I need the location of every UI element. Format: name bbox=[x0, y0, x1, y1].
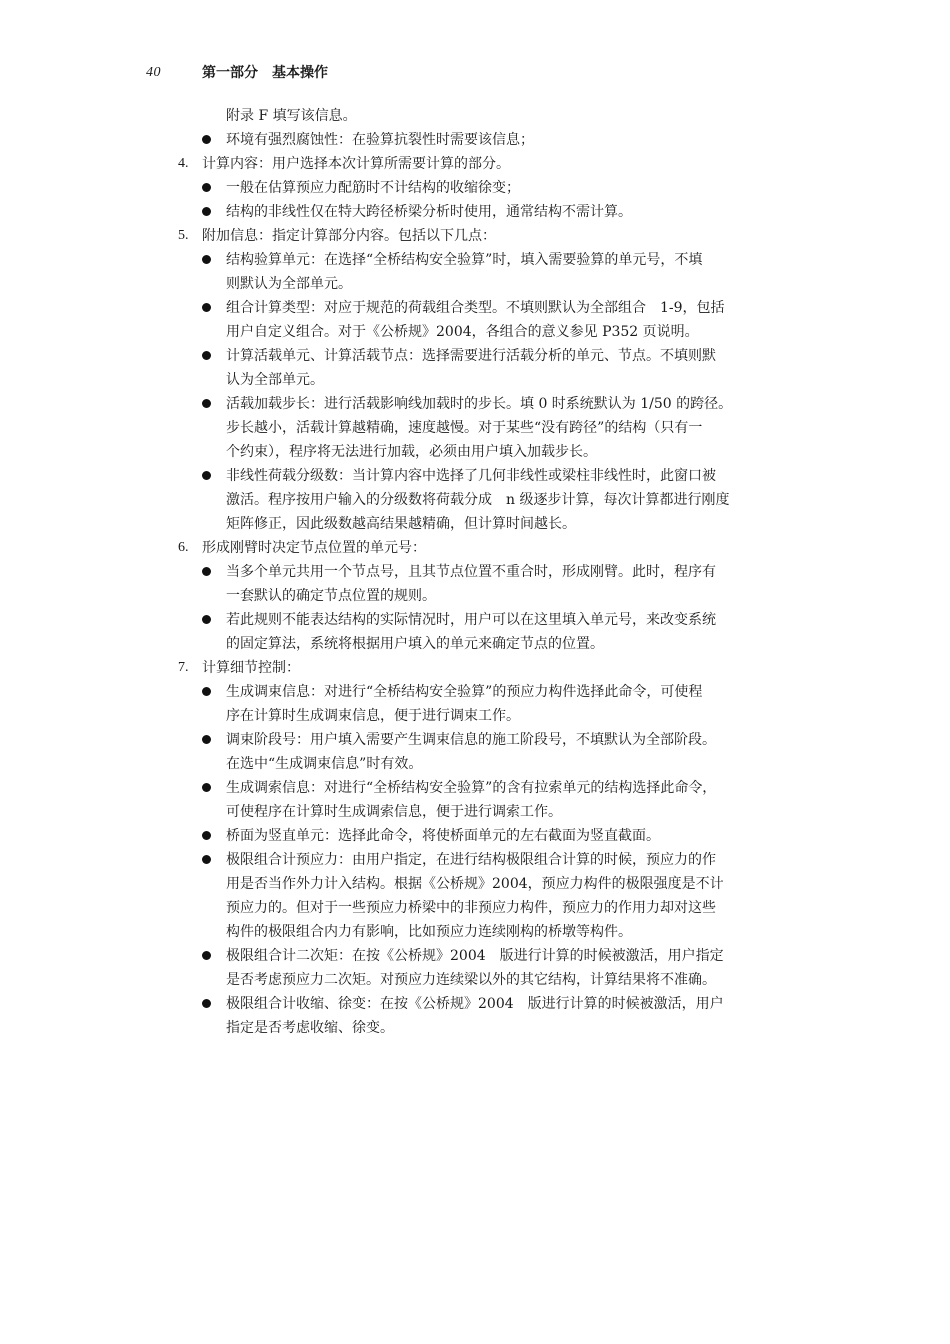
page-number: 40 bbox=[146, 65, 161, 80]
bullet-text bbox=[178, 200, 810, 224]
bullet-text bbox=[178, 848, 810, 944]
text-line: 环境有强烈腐蚀性：在验算抗裂性时需要该信息； bbox=[226, 132, 534, 148]
text-line: 则默认为全部单元。 bbox=[226, 276, 352, 292]
bullet-text bbox=[178, 728, 810, 776]
bullet-text bbox=[178, 992, 810, 1040]
item-text: 形成刚臂时决定节点位置的单元号： bbox=[202, 540, 426, 556]
text-line: 可使程序在计算时生成调索信息，便于进行调索工作。 bbox=[226, 804, 562, 820]
bullet-dot-icon bbox=[202, 183, 211, 192]
text-line: 极限组合计收缩、徐变：在按《公桥规》2004 版进行计算的时候被激活，用户 bbox=[226, 996, 724, 1012]
numbered-item bbox=[178, 224, 810, 248]
bullet-item bbox=[178, 824, 810, 848]
bullet-text bbox=[178, 392, 810, 464]
text-line: 极限组合计预应力：由用户指定，在进行结构极限组合计算的时候，预应力的作 bbox=[226, 852, 716, 868]
text-line: 计算活载单元、计算活载节点：选择需要进行活载分析的单元、节点。不填则默 bbox=[226, 348, 716, 364]
text-line: 组合计算类型：对应于规范的荷载组合类型。不填则默认为全部组合 1-9，包括 bbox=[226, 300, 725, 316]
bullet-text bbox=[178, 248, 810, 296]
item-text: 计算内容：用户选择本次计算所需要计算的部分。 bbox=[202, 156, 510, 172]
bullet-text bbox=[178, 776, 810, 824]
bullet-dot-icon bbox=[202, 303, 211, 312]
bullet-text bbox=[178, 344, 810, 392]
text-line: 用户自定义组合。对于《公桥规》2004，各组合的意义参见 P352 页说明。 bbox=[226, 324, 699, 340]
bullet-dot-icon bbox=[202, 855, 211, 864]
text-line: 预应力的。但对于一些预应力桥梁中的非预应力构件，预应力的作用力却对这些 bbox=[226, 900, 716, 916]
text-line: 生成调束信息：对进行“全桥结构安全验算”的预应力构件选择此命令，可使程 bbox=[226, 684, 703, 700]
text-line: 结构验算单元：在选择“全桥结构安全验算”时，填入需要验算的单元号，不填 bbox=[226, 252, 703, 268]
bullet-item bbox=[178, 608, 810, 656]
numbered-item bbox=[178, 656, 810, 680]
bullet-dot-icon bbox=[202, 687, 211, 696]
text-line: 调束阶段号：用户填入需要产生调束信息的施工阶段号，不填默认为全部阶段。 bbox=[226, 732, 716, 748]
bullet-item bbox=[178, 728, 810, 776]
bullet-item bbox=[178, 944, 810, 992]
bullet-dot-icon bbox=[202, 567, 211, 576]
item-number: 6. bbox=[178, 540, 189, 555]
bullet-item bbox=[178, 344, 810, 392]
bullet-item bbox=[178, 176, 810, 200]
text-line: 指定是否考虑收缩、徐变。 bbox=[226, 1020, 394, 1036]
text-line: 当多个单元共用一个节点号，且其节点位置不重合时，形成刚臂。此时，程序有 bbox=[226, 564, 716, 580]
bullet-item bbox=[178, 776, 810, 824]
text-line: 认为全部单元。 bbox=[226, 372, 324, 388]
text-line: 桥面为竖直单元：选择此命令，将使桥面单元的左右截面为竖直截面。 bbox=[226, 828, 660, 844]
text-line: 矩阵修正，因此级数越高结果越精确，但计算时间越长。 bbox=[226, 516, 576, 532]
bullet-item bbox=[178, 560, 810, 608]
numbered-item bbox=[178, 536, 810, 560]
bullet-dot-icon bbox=[202, 735, 211, 744]
bullet-dot-icon bbox=[202, 351, 211, 360]
bullet-text bbox=[178, 680, 810, 728]
bullet-dot-icon bbox=[202, 831, 211, 840]
bullet-text bbox=[178, 176, 810, 200]
bullet-text bbox=[178, 944, 810, 992]
text-line: 活载加载步长：进行活载影响线加载时的步长。填 0 时系统默认为 1/50 的跨径。 bbox=[226, 396, 733, 412]
running-header-title: 第一部分 基本操作 bbox=[202, 65, 328, 81]
item-number: 7. bbox=[178, 660, 189, 675]
bullet-dot-icon bbox=[202, 615, 211, 624]
bullet-text bbox=[178, 824, 810, 848]
item-text: 附加信息：指定计算部分内容。包括以下几点： bbox=[202, 228, 496, 244]
bullet-item bbox=[178, 200, 810, 224]
item-number: 5. bbox=[178, 228, 189, 243]
text-line: 极限组合计二次矩：在按《公桥规》2004 版进行计算的时候被激活，用户指定 bbox=[226, 948, 724, 964]
bullet-text bbox=[178, 560, 810, 608]
text-line: 若此规则不能表达结构的实际情况时，用户可以在这里填入单元号，来改变系统 bbox=[226, 612, 716, 628]
text-line: 生成调索信息：对进行“全桥结构安全验算”的含有拉索单元的结构选择此命令， bbox=[226, 780, 717, 796]
text-line: 在选中“生成调束信息”时有效。 bbox=[226, 756, 423, 772]
bullet-text bbox=[178, 128, 810, 152]
text-line: 非线性荷载分级数：当计算内容中选择了几何非线性或梁柱非线性时，此窗口被 bbox=[226, 468, 716, 484]
bullet-item bbox=[178, 848, 810, 944]
bullet-dot-icon bbox=[202, 999, 211, 1008]
item-number: 4. bbox=[178, 156, 189, 171]
bullet-item bbox=[178, 992, 810, 1040]
text-line: 激活。程序按用户输入的分级数将荷载分成 n 级逐步计算，每次计算都进行刚度 bbox=[226, 492, 730, 508]
bullet-dot-icon bbox=[202, 783, 211, 792]
bullet-item bbox=[178, 680, 810, 728]
text-line: 步长越小，活载计算越精确，速度越慢。对于某些“没有跨径”的结构（只有一 bbox=[226, 420, 703, 436]
bullet-dot-icon bbox=[202, 135, 211, 144]
text-line: 一般在估算预应力配筋时不计结构的收缩徐变； bbox=[226, 180, 520, 196]
text-line: 的固定算法，系统将根据用户填入的单元来确定节点的位置。 bbox=[226, 636, 604, 652]
text-line: 构件的极限组合内力有影响，比如预应力连续刚构的桥墩等构件。 bbox=[226, 924, 632, 940]
bullet-item bbox=[178, 392, 810, 464]
bullet-item bbox=[178, 248, 810, 296]
body-text bbox=[178, 104, 810, 1040]
bullet-item bbox=[178, 128, 810, 152]
text-line: 个约束），程序将无法进行加载，必须由用户填入加载步长。 bbox=[226, 444, 597, 460]
bullet-item bbox=[178, 464, 810, 536]
text-line: 是否考虑预应力二次矩。对预应力连续梁以外的其它结构，计算结果将不准确。 bbox=[226, 972, 716, 988]
bullet-text bbox=[178, 464, 810, 536]
text-line: 一套默认的确定节点位置的规则。 bbox=[226, 588, 436, 604]
bullet-dot-icon bbox=[202, 255, 211, 264]
numbered-item bbox=[178, 152, 810, 176]
text-line: 用是否当作外力计入结构。根据《公桥规》2004，预应力构件的极限强度是不计 bbox=[226, 876, 724, 892]
item-text: 计算细节控制： bbox=[202, 660, 300, 676]
text-line: 结构的非线性仅在特大跨径桥梁分析时使用，通常结构不需计算。 bbox=[226, 204, 632, 220]
bullet-dot-icon bbox=[202, 207, 211, 216]
text-line: 序在计算时生成调束信息，便于进行调束工作。 bbox=[226, 708, 520, 724]
bullet-dot-icon bbox=[202, 471, 211, 480]
bullet-item bbox=[178, 296, 810, 344]
bullet-dot-icon bbox=[202, 951, 211, 960]
bullet-dot-icon bbox=[202, 399, 211, 408]
bullet-text bbox=[178, 608, 810, 656]
continuation-text: 附录 F 填写该信息。 bbox=[226, 108, 357, 124]
bullet-text bbox=[178, 296, 810, 344]
